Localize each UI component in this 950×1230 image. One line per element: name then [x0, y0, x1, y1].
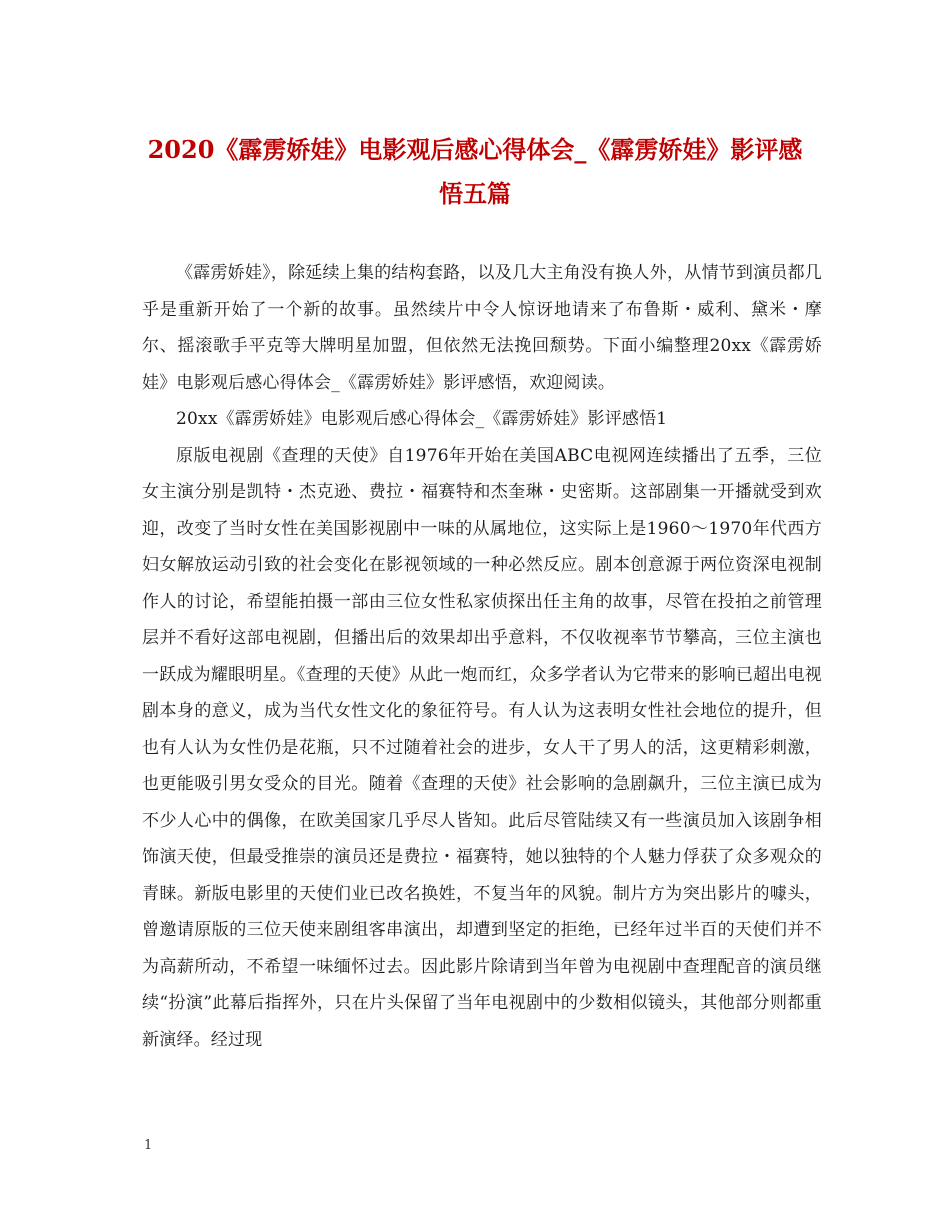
section-heading: 20xx《霹雳娇娃》电影观后感心得体会_《霹雳娇娃》影评感悟1 — [176, 409, 668, 429]
document-body — [142, 255, 822, 1058]
body-paragraph: 原版电视剧《查理的天使》自1976年开始在美国ABC电视网连续播出了五季，三位女主演分别是凯特・杰克逊、费拉・福赛特和杰奎琳・史密斯。这部剧集一开播就受到欢迎，改变了当时女性在美国影视剧中一味的从属地位，这实际上是1960～1970年代西方妇女解放运动引致的社会变化在影视领域的一种必然反应。剧本创意源于两位资深电视制作人的讨论，希望能拍摄一部由三位女性私家侦探出任主角的故事，尽管在投拍之前管理层并不看好这部电视剧，但播出后的效果却出乎意料，不仅收视率节节攀高，三位主演也一跃成为耀眼明星。《查理的天使》从此一炮而红，众多学者认为它带来的影响已超出电视剧本身的意义，成为当代女性文化的象征符号。有人认为这表明女性社会地位的提升，但也有人认为女性仍是花瓶，只不过随着社会的进步，女人干了男人的活，这更精彩刺激，也更能吸引男女受众的目光。随着《查理的天使》社会影响的急剧飙升，三位主演已成为不少人心中的偶像，在欧美国家几乎尽人皆知。此后尽管陆续又有一些演员加入该剧争相饰演天使，但最受推崇的演员还是费拉・福赛特，她以独特的个人魅力俘获了众多观众的青睐。新版电影里的天使们业已改名换姓，不复当年的风貌。制片方为突出影片的噱头，曾邀请原版的三位天使来剧组客串演出，却遭到坚定的拒绝，已经年过半百的天使们并不为高薪所动，不希望一味缅怀过去。因此影片除请到当年曾为电视剧中查理配音的演员继续“扮演”此幕后指挥外，只在片头保留了当年电视剧中的少数相似镜头，其他部分则都重新演绎。经过现 — [142, 445, 822, 1050]
intro-paragraph: 《霹雳娇娃》，除延续上集的结构套路，以及几大主角没有换人外，从情节到演员都几乎是重新开始了一个新的故事。虽然续片中令人惊讶地请来了布鲁斯・威利、黛米・摩尔、摇滚歌手平克等大牌明星加盟，但依然无法挽回颓势。下面小编整理20xx《霹雳娇娃》电影观后感心得体会_《霹雳娇娃》影评感悟，欢迎阅读。 — [142, 263, 822, 393]
page-number: 1 — [144, 1138, 153, 1153]
document-title: 2020《霹雳娇娃》电影观后感心得体会_《霹雳娇娃》影评感悟五篇 — [147, 135, 803, 208]
